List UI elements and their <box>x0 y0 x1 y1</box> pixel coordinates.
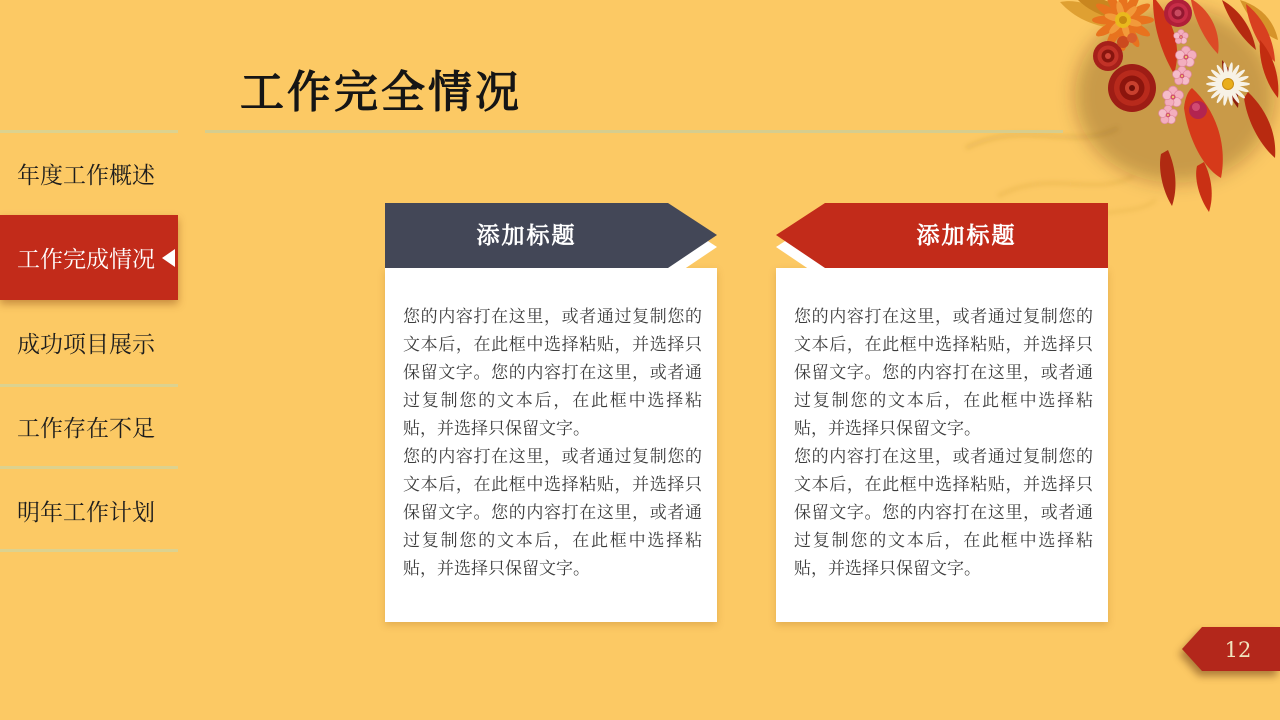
page-title: 工作完全情况 <box>240 68 522 117</box>
card-paragraph: 您的内容打在这里，或者通过复制您的文本后，在此框中选择粘贴，并选择只保留文字。您的内容打在这里，或者通过复制您的文本后，在此框中选择粘贴，并选择只保留文字。 <box>403 307 702 438</box>
divider <box>0 549 178 552</box>
sidebar-item-label: 工作存在不足 <box>17 415 155 441</box>
page-number: 12 <box>1224 638 1252 662</box>
card-paragraph: 您的内容打在这里，或者通过复制您的文本后，在此框中选择粘贴，并选择只保留文字。您的内容打在这里，或者通过复制您的文本后，在此框中选择粘贴，并选择只保留文字。 <box>794 307 1093 438</box>
active-item-arrow-icon <box>162 249 175 267</box>
card-text <box>403 303 702 583</box>
card-paragraph: 您的内容打在这里，或者通过复制您的文本后，在此框中选择粘贴，并选择只保留文字。您的内容打在这里，或者通过复制您的文本后，在此框中选择粘贴，并选择只保留文字。 <box>794 447 1093 578</box>
sidebar-item-next-year-plan[interactable] <box>0 468 178 552</box>
card-text <box>794 303 1093 583</box>
sidebar-item-work-completion[interactable] <box>0 215 178 300</box>
page-number-badge <box>1180 624 1280 676</box>
sidebar-item-label: 工作完成情况 <box>17 246 155 272</box>
content-card-right <box>776 203 1108 622</box>
sidebar-item-annual-overview[interactable] <box>0 131 178 215</box>
sidebar-item-project-showcase[interactable] <box>0 300 178 385</box>
card-header-title: 添加标题 <box>916 222 1017 248</box>
content-card-left <box>385 203 717 622</box>
sidebar-item-label: 明年工作计划 <box>17 498 155 525</box>
sidebar-item-shortcomings[interactable] <box>0 385 178 468</box>
sidebar-item-label: 成功项目展示 <box>17 331 155 357</box>
card-header-title: 添加标题 <box>476 222 577 248</box>
card-paragraph: 您的内容打在这里，或者通过复制您的文本后，在此框中选择粘贴，并选择只保留文字。您的内容打在这里，或者通过复制您的文本后，在此框中选择粘贴，并选择只保留文字。 <box>403 447 702 578</box>
title-underline <box>205 130 1063 133</box>
sidebar-item-label: 年度工作概述 <box>17 161 155 188</box>
